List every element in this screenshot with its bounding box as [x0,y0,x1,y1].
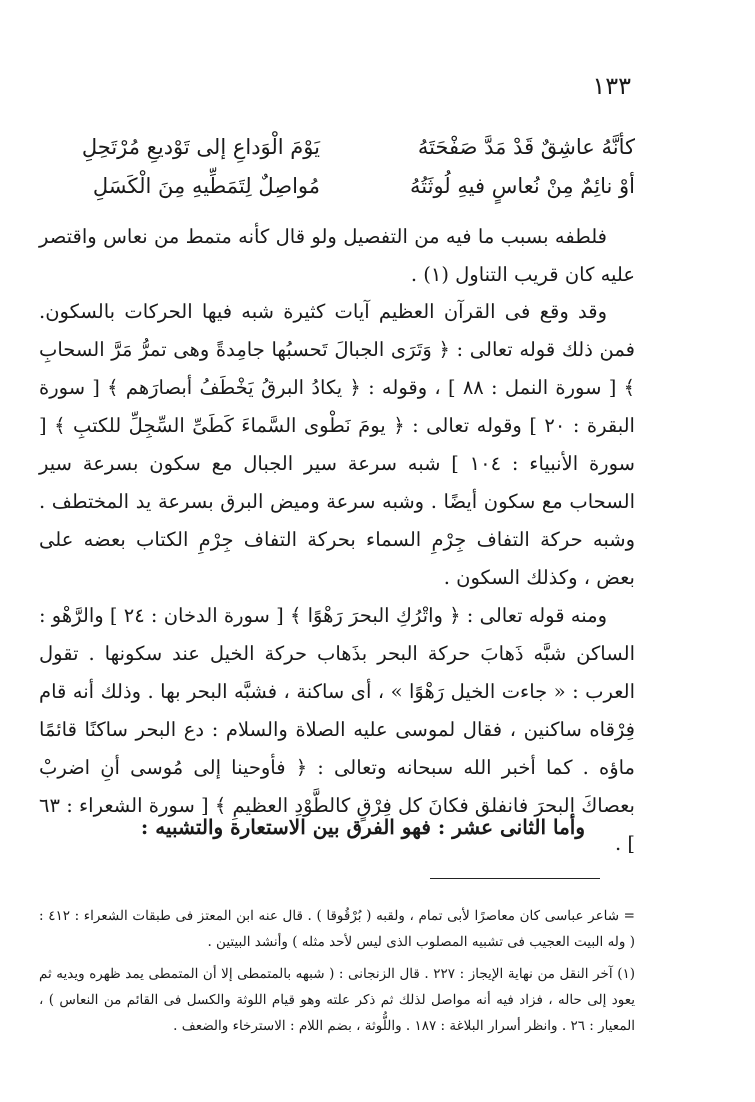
page-number: ١٣٣ [592,72,631,100]
footnote: = شاعر عباسى كان معاصرًا لأبى تمام ، ولقبه ( بُرْقُوقا ) . قال عنه ابن المعتز فى طبقات الشعراء : ٤١٢ : ( وله البيت العجيب فى تشبيه المصلوب الذى ليس لأحد مثله ) وأنشد البيتين . [39,908,635,950]
verse-first-hemistich: كأنَّهُ عاشِقٌ قَدْ مَدَّ صَفْحَتَهُ [417,135,635,159]
poem-verse [43,128,635,166]
verse-second-hemistich: يَوْمَ الْوَداعِ إلى تَوْديعِ مُرْتَحِلِ [81,135,320,159]
body-paragraph: فلطفه بسبب ما فيه من التفصيل ولو قال كأنه متمط من نعاس واقتصر عليه كان قريب التناول (١) . [39,225,635,286]
verse-first-hemistich: أوْ نائِمٌ مِنْ نُعاسٍ فيهِ لُوثَتُهُ [410,174,635,198]
section-heading: وأما الثانى عشر : فهو الفرق بين الاستعارة والتشبيه : [140,815,585,839]
footnote-divider [430,878,600,879]
body-paragraph: ومنه قوله تعالى : ﴿ واتْرُكِ البحرَ رَهْوًا ﴾ [ سورة الدخان : ٢٤ ] والرَّهْو : الساكن شبَّه ذَهابَ حركة البحر بذَهاب حركة الخيل عند سكونها . تقول العرب : « جاءت الخيل رَهْوًا » ، أى ساكنة ، فشبَّه البحر بها . وذلك أنه قام فِرْقاه ساكنين ، فقال لموسى عليه الصلاة والسلام : دع البحر ساكنًا قائمًا ماؤه . كما أخبر الله سبحانه وتعالى : ﴿ فأوحينا إلى مُوسى أنِ اضربْ بعصاكَ البحرَ فانفلق فكانَ كل فِرْقٍ كالطَّوْدِ العظيمِ ﴾ [ سورة الشعراء : ٦٣ ] . [39,604,635,855]
body-paragraph: وقد وقع فى القرآن العظيم آيات كثيرة شبه فيها الحركات بالسكون. فمن ذلك قوله تعالى : ﴿ وَتَرَى الجبالَ تَحسبُها جامِدةً وهى تمرُّ مَرَّ السحابِ ﴾ [ سورة النمل : ٨٨ ] ، وقوله : ﴿ يكادُ البرقُ يَخْطَفُ أبصارَهم ﴾ [ سورة البقرة : ٢٠ ] وقوله تعالى : ﴿ يومَ نَطْوى السَّماءَ كَطَىِّ السِّجِلِّ للكتبِ ﴾ [ سورة الأنبياء : ١٠٤ ] شبه سرعة سير الجبال مع سكون بسرعة سير السحاب مع سكون أيضًا . وشبه سرعة وميض البرق بسرعة يد المختطف . وشبه حركة التفاف جِرْمِ السماء بحركة التفاف جِرْمِ الكتاب بعضه على بعض ، وكذلك السكون . [39,300,635,589]
footnote: (١) آخر النقل من نهاية الإيجاز : ٢٢٧ . قال الزنجانى : ( شبهه بالمتمطى إلا أن المتمطى يمد ظهره ويديه ثم يعود إلى حاله ، فزاد فيه أنه مواصل لذلك ثم ذكر علته وهو قيام اللوثة والكسل فى القائم من النعاس ) ، المعيار : ٢٦ . وانظر أسرار البلاغة : ١٨٧ . واللُّوثة ، بضم اللام : الاسترخاء والضعف . [39,966,636,1034]
verse-second-hemistich: مُواصِلٌ لِتَمَطِّيهِ مِنَ الْكَسَلِ [92,174,320,198]
poem-verse [43,167,635,205]
